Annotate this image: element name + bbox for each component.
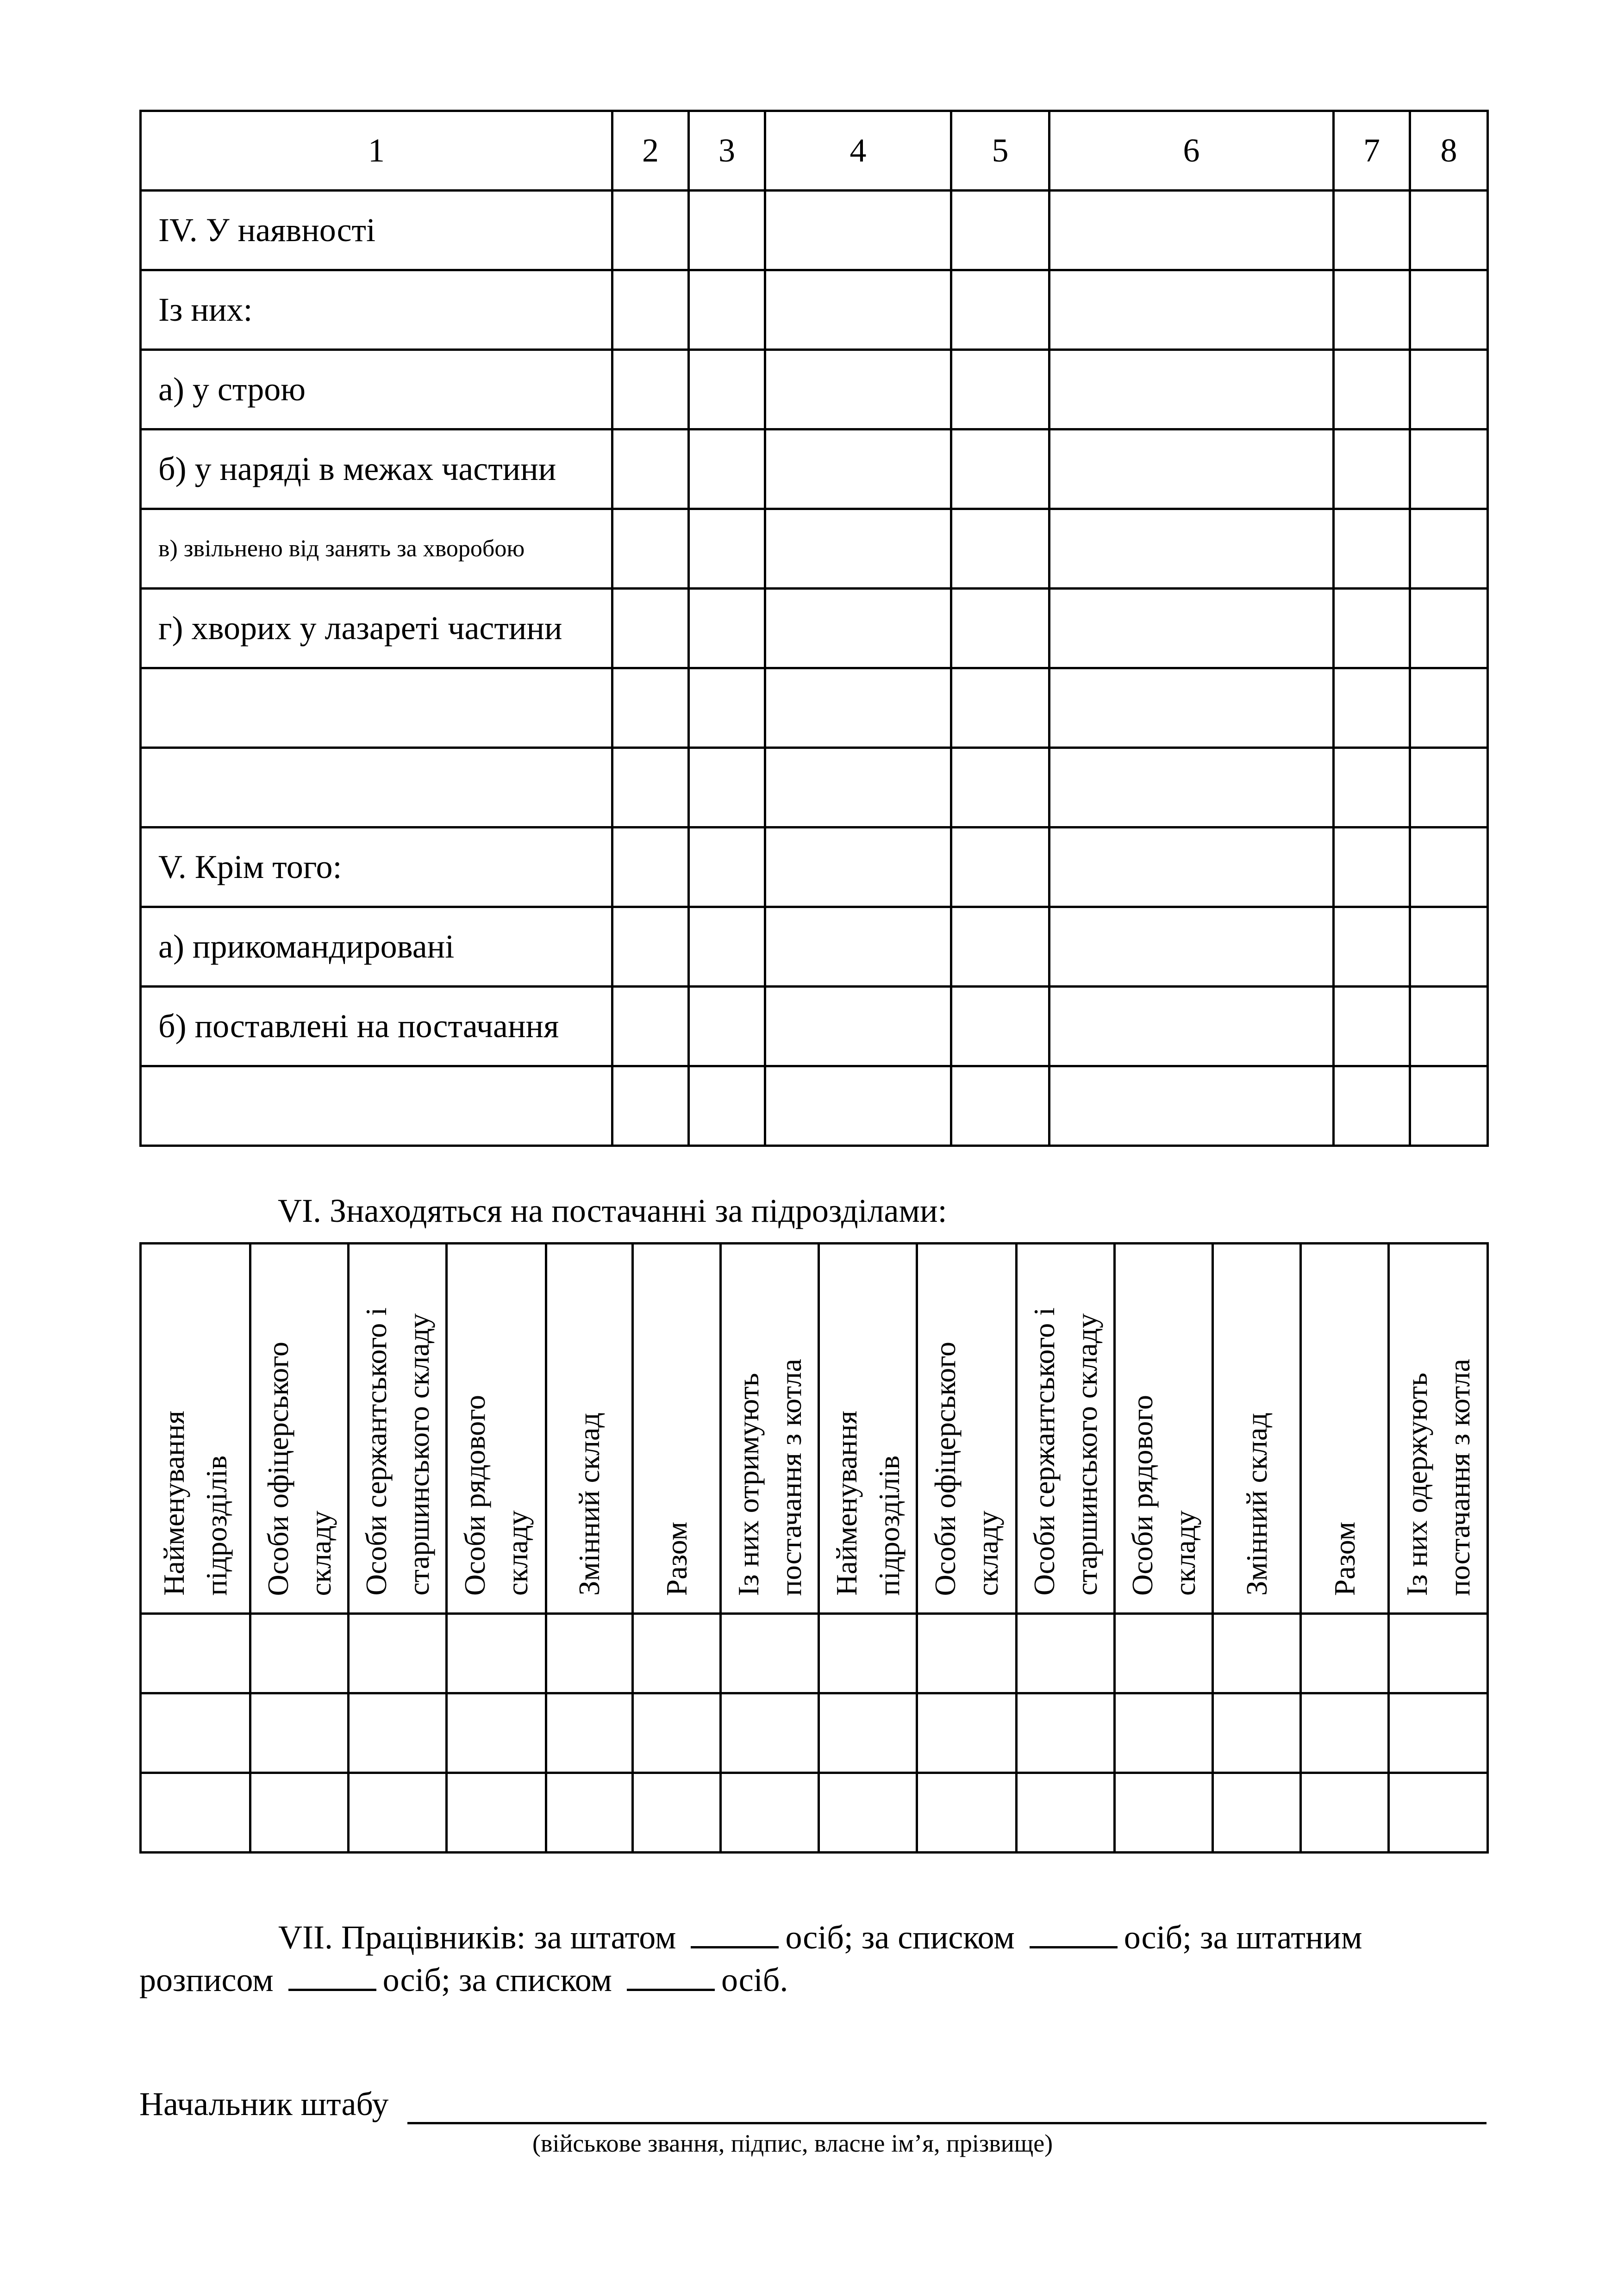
table-cell[interactable] (633, 1773, 721, 1853)
staff-count-blank[interactable] (691, 1918, 779, 1948)
table-cell[interactable] (721, 1773, 819, 1853)
table-row (141, 1693, 1488, 1773)
table-row (141, 589, 1488, 668)
column-number-header: 1 (141, 111, 612, 191)
table-row (141, 907, 1488, 987)
section-7-text: осіб; за штатним (1124, 1919, 1362, 1956)
table-row (141, 429, 1488, 509)
table-cell[interactable] (1410, 191, 1488, 270)
table-cell[interactable] (633, 1614, 721, 1693)
table-cell[interactable] (1334, 828, 1410, 907)
table-row (141, 987, 1488, 1066)
table-cell[interactable] (250, 1773, 349, 1853)
table-cell[interactable] (765, 350, 951, 429)
column-header (721, 1244, 819, 1614)
table-cell[interactable] (1334, 907, 1410, 987)
column-header-text: Особи сержантського і (1027, 1307, 1061, 1596)
column-header-text: підрозділів (872, 1456, 906, 1596)
table-cell[interactable] (689, 748, 765, 828)
table-cell[interactable] (612, 429, 689, 509)
column-header-text: Змінний склад (1240, 1412, 1273, 1596)
signature-line[interactable] (407, 2122, 1487, 2124)
table-cell[interactable] (1301, 1614, 1389, 1693)
column-number-header: 3 (689, 111, 765, 191)
table-cell[interactable] (612, 828, 689, 907)
table-cell[interactable] (1049, 350, 1334, 429)
table-cell[interactable] (951, 828, 1049, 907)
row-label: а) прикомандировані (141, 907, 612, 987)
row-label: Із них: (141, 270, 612, 350)
table-cell[interactable] (1410, 270, 1488, 350)
table-cell[interactable] (951, 589, 1049, 668)
column-header-text: Разом (1328, 1521, 1361, 1596)
row-label (141, 748, 612, 828)
column-header (1389, 1244, 1488, 1614)
section-7-paragraph (139, 1916, 1487, 2001)
table-cell[interactable] (1301, 1773, 1389, 1853)
column-header-text: Найменування (157, 1411, 190, 1596)
table-cell[interactable] (349, 1693, 447, 1773)
table-cell[interactable] (1301, 1693, 1389, 1773)
table-cell[interactable] (612, 907, 689, 987)
table-cell[interactable] (721, 1614, 819, 1693)
table-cell[interactable] (447, 1773, 546, 1853)
table-cell[interactable] (546, 1614, 633, 1693)
table-cell[interactable] (951, 429, 1049, 509)
column-header-text: Особи рядового (1125, 1395, 1159, 1596)
table-cell[interactable] (141, 1773, 250, 1853)
table-row (141, 270, 1488, 350)
column-number-header: 5 (951, 111, 1049, 191)
section-7-text: осіб; за списком (382, 1961, 612, 1998)
table-cell[interactable] (612, 668, 689, 748)
table-cell[interactable] (765, 907, 951, 987)
table-cell[interactable] (1410, 1066, 1488, 1146)
table-cell[interactable] (1334, 191, 1410, 270)
column-header-text: Особи сержантського і (359, 1307, 393, 1596)
column-header (546, 1244, 633, 1614)
table-cell[interactable] (250, 1693, 349, 1773)
table-cell[interactable] (951, 668, 1049, 748)
table-cell[interactable] (765, 748, 951, 828)
table-cell[interactable] (689, 987, 765, 1066)
column-header-text: Змінний склад (573, 1412, 606, 1596)
column-header-text: Особи офіцерського (929, 1341, 962, 1596)
supply-table (139, 1242, 1489, 1854)
column-header (447, 1244, 546, 1614)
table-cell[interactable] (1213, 1693, 1301, 1773)
column-header (1115, 1244, 1213, 1614)
column-header (633, 1244, 721, 1614)
table-cell[interactable] (1017, 1693, 1115, 1773)
table-cell[interactable] (612, 270, 689, 350)
section-7-text: розписом (139, 1961, 274, 1998)
table-cell[interactable] (1049, 987, 1334, 1066)
section-6-heading: VI. Знаходяться на постачанні за підрозділами: (278, 1192, 947, 1229)
table-cell[interactable] (1334, 748, 1410, 828)
column-header-text: старшинського складу (1070, 1313, 1103, 1596)
column-number-header: 4 (765, 111, 951, 191)
table-cell[interactable] (1049, 748, 1334, 828)
table-cell[interactable] (1410, 350, 1488, 429)
table-cell[interactable] (1017, 1773, 1115, 1853)
column-header-text: старшинського складу (402, 1313, 435, 1596)
table-cell[interactable] (612, 987, 689, 1066)
column-header-text: складу (971, 1510, 1004, 1596)
table-row (141, 191, 1488, 270)
column-header (141, 1244, 250, 1614)
table-cell[interactable] (447, 1693, 546, 1773)
table-cell[interactable] (1334, 509, 1410, 589)
row-label: б) у наряді в межах частини (141, 429, 612, 509)
table-cell[interactable] (1334, 987, 1410, 1066)
personnel-table (139, 110, 1489, 1147)
column-header-text: складу (1168, 1510, 1201, 1596)
table-cell[interactable] (1334, 429, 1410, 509)
table-cell[interactable] (917, 1773, 1017, 1853)
table-cell[interactable] (1334, 589, 1410, 668)
table-cell[interactable] (1017, 1614, 1115, 1693)
table-cell[interactable] (1389, 1773, 1488, 1853)
table-cell[interactable] (1334, 350, 1410, 429)
table-cell[interactable] (765, 668, 951, 748)
column-header-text: Із них одержують (1400, 1372, 1433, 1596)
column-number-header: 6 (1049, 111, 1334, 191)
column-number-header: 8 (1410, 111, 1488, 191)
table-cell[interactable] (1049, 509, 1334, 589)
column-header (349, 1244, 447, 1614)
table-cell[interactable] (1410, 907, 1488, 987)
table-cell[interactable] (951, 350, 1049, 429)
row-label: г) хворих у лазареті частини (141, 589, 612, 668)
row-label: IV. У наявності (141, 191, 612, 270)
table-cell[interactable] (141, 1693, 250, 1773)
table-cell[interactable] (951, 748, 1049, 828)
table-row (141, 350, 1488, 429)
column-header-text: Із них отримують (731, 1373, 765, 1596)
table-cell[interactable] (612, 589, 689, 668)
table-cell[interactable] (1410, 668, 1488, 748)
table-cell[interactable] (689, 350, 765, 429)
table-cell[interactable] (1334, 1066, 1410, 1146)
column-header (819, 1244, 917, 1614)
table-cell[interactable] (689, 668, 765, 748)
column-header-text: Особи офіцерського (261, 1341, 294, 1596)
table-cell[interactable] (765, 1066, 951, 1146)
table-cell[interactable] (1410, 828, 1488, 907)
signature-caption: (військове звання, підпис, власне ім’я, прізвище) (532, 2129, 1053, 2157)
table-cell[interactable] (612, 509, 689, 589)
column-header (1301, 1244, 1389, 1614)
table-row (141, 828, 1488, 907)
table-cell[interactable] (1115, 1614, 1213, 1693)
table-cell[interactable] (951, 191, 1049, 270)
table-cell[interactable] (721, 1693, 819, 1773)
table-cell[interactable] (1049, 429, 1334, 509)
row-label: а) у строю (141, 350, 612, 429)
column-number-header: 7 (1334, 111, 1410, 191)
chief-of-staff-label: Начальник штабу (139, 2085, 389, 2122)
table-cell[interactable] (141, 1614, 250, 1693)
row-label: V. Крім того: (141, 828, 612, 907)
table-row (141, 668, 1488, 748)
table-cell[interactable] (765, 987, 951, 1066)
table-cell[interactable] (689, 1066, 765, 1146)
list-count-blank-2[interactable] (627, 1961, 715, 1991)
table-cell[interactable] (819, 1773, 917, 1853)
table-cell[interactable] (633, 1693, 721, 1773)
table-cell[interactable] (951, 509, 1049, 589)
table-cell[interactable] (689, 907, 765, 987)
table-cell[interactable] (1049, 1066, 1334, 1146)
table-cell[interactable] (1115, 1773, 1213, 1853)
header-row (141, 1244, 1488, 1614)
table-cell[interactable] (546, 1773, 633, 1853)
list-count-blank[interactable] (1030, 1918, 1118, 1948)
row-label: в) звільнено від занять за хворобою (141, 509, 612, 589)
table-cell[interactable] (349, 1614, 447, 1693)
column-header (250, 1244, 349, 1614)
table-cell[interactable] (951, 907, 1049, 987)
table-cell[interactable] (765, 270, 951, 350)
section-7-text: осіб; за списком (785, 1919, 1015, 1956)
table-cell[interactable] (689, 509, 765, 589)
table-cell[interactable] (765, 509, 951, 589)
column-header-text: підрозділів (200, 1456, 233, 1596)
table-cell[interactable] (765, 589, 951, 668)
row-label (141, 1066, 612, 1146)
table-cell[interactable] (819, 1693, 917, 1773)
column-header (917, 1244, 1017, 1614)
table-cell[interactable] (951, 987, 1049, 1066)
column-header-text: постачання з котла (1443, 1358, 1476, 1596)
table-cell[interactable] (689, 589, 765, 668)
table-cell[interactable] (447, 1614, 546, 1693)
table-cell[interactable] (349, 1773, 447, 1853)
table-cell[interactable] (1410, 748, 1488, 828)
table-cell[interactable] (1334, 270, 1410, 350)
table-cell[interactable] (612, 748, 689, 828)
table-cell[interactable] (1213, 1773, 1301, 1853)
table-cell[interactable] (765, 191, 951, 270)
table-cell[interactable] (250, 1614, 349, 1693)
table-cell[interactable] (546, 1693, 633, 1773)
table-cell[interactable] (917, 1614, 1017, 1693)
column-header (1017, 1244, 1115, 1614)
table-cell[interactable] (689, 429, 765, 509)
column-header-text: Особи рядового (458, 1395, 491, 1596)
row-label (141, 668, 612, 748)
table-cell[interactable] (689, 191, 765, 270)
table-cell[interactable] (1049, 828, 1334, 907)
column-header (1213, 1244, 1301, 1614)
table-cell[interactable] (1389, 1693, 1488, 1773)
table-row (141, 1614, 1488, 1693)
table-cell[interactable] (1334, 668, 1410, 748)
table-row (141, 748, 1488, 828)
column-header-text: Найменування (830, 1411, 863, 1596)
section-7-text: осіб. (721, 1961, 788, 1998)
table-cell[interactable] (951, 270, 1049, 350)
table-cell[interactable] (612, 1066, 689, 1146)
column-header-text: складу (304, 1510, 337, 1596)
column-number-header: 2 (612, 111, 689, 191)
column-header-text: складу (501, 1510, 534, 1596)
table-cell[interactable] (1213, 1614, 1301, 1693)
row-label: б) поставлені на постачання (141, 987, 612, 1066)
table-cell[interactable] (819, 1614, 917, 1693)
table-cell[interactable] (1049, 191, 1334, 270)
table-cell[interactable] (1410, 509, 1488, 589)
roster-count-blank[interactable] (288, 1961, 376, 1991)
table-cell[interactable] (1049, 270, 1334, 350)
table-cell[interactable] (689, 828, 765, 907)
table-cell[interactable] (1115, 1693, 1213, 1773)
table-cell[interactable] (1410, 589, 1488, 668)
table-cell[interactable] (612, 350, 689, 429)
table-cell[interactable] (689, 270, 765, 350)
table-row (141, 1066, 1488, 1146)
table-cell[interactable] (1049, 589, 1334, 668)
table-cell[interactable] (1049, 907, 1334, 987)
table-cell[interactable] (612, 191, 689, 270)
table-cell[interactable] (917, 1693, 1017, 1773)
table-cell[interactable] (1389, 1614, 1488, 1693)
header-row (141, 111, 1488, 191)
section-7-text: VII. Працівників: за штатом (278, 1919, 676, 1956)
table-cell[interactable] (1410, 987, 1488, 1066)
table-row (141, 1773, 1488, 1853)
table-cell[interactable] (951, 1066, 1049, 1146)
table-cell[interactable] (765, 828, 951, 907)
table-cell[interactable] (1410, 429, 1488, 509)
table-row (141, 509, 1488, 589)
column-header-text: Разом (660, 1521, 693, 1596)
table-cell[interactable] (1049, 668, 1334, 748)
column-header-text: постачання з котла (774, 1358, 807, 1596)
table-cell[interactable] (765, 429, 951, 509)
